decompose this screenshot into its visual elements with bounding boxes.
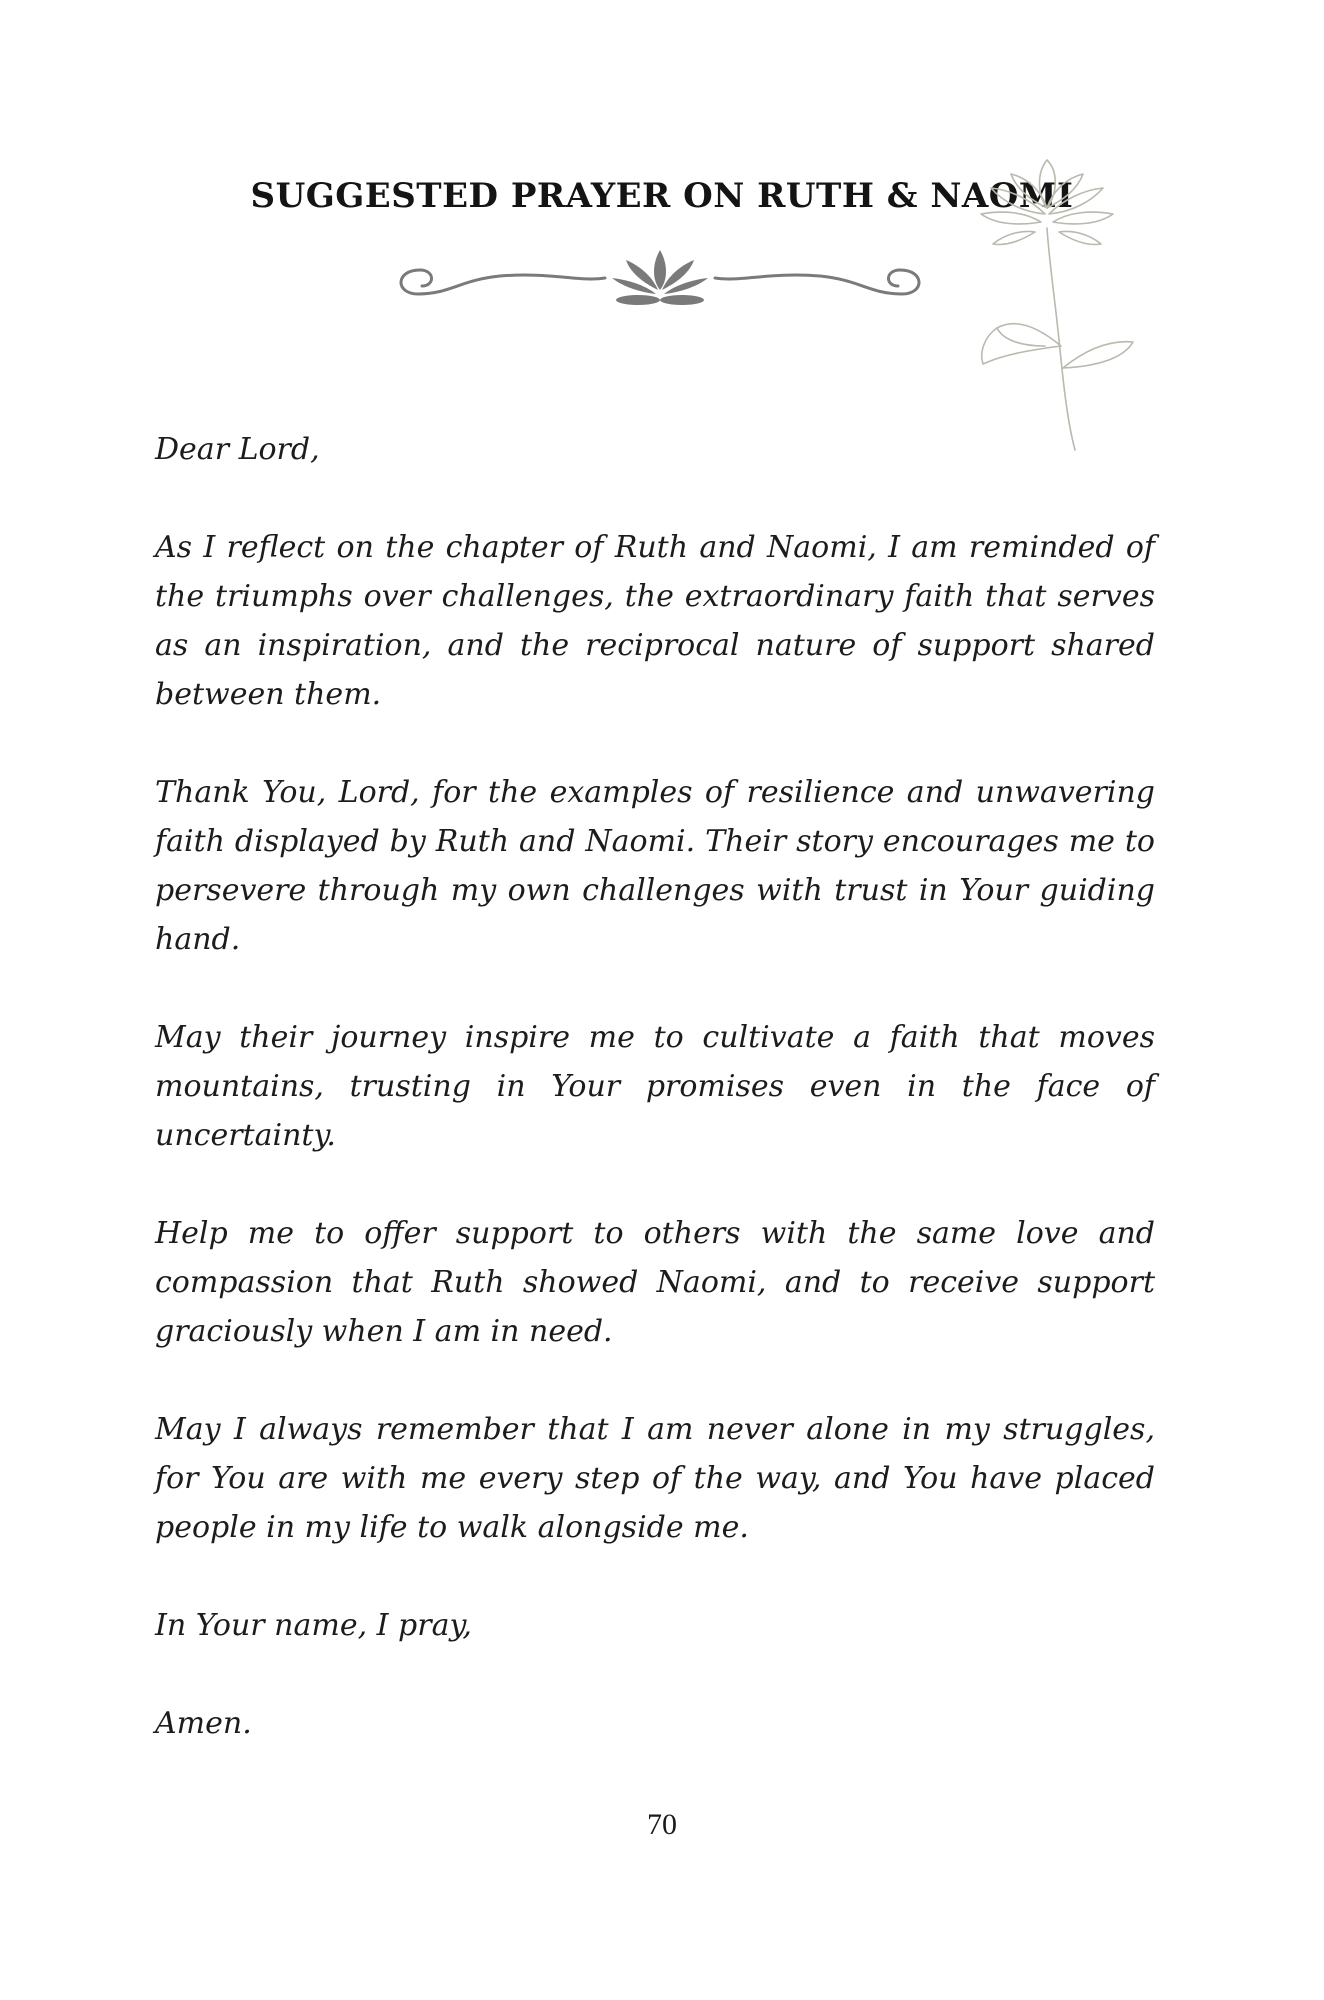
page-number: 70 [647, 1808, 677, 1841]
prayer-paragraph: Thank You, Lord, for the examples of resilience and unwavering faith displayed by Ruth and Naomi. Their story encourages me to persevere through my own challenges with trust in Your guiding hand. [155, 775, 1155, 957]
prayer-paragraph: May I always remember that I am never alone in my struggles, for You are with me every step of the way, and You have placed people in my life to walk alongside me. [155, 1412, 1155, 1545]
prayer-paragraph: May their journey inspire me to cultivate a faith that moves mountains, trusting in Your promises even in the face of uncertainty. [155, 1020, 1155, 1153]
page-title: SUGGESTED PRAYER ON RUTH & NAOMI [250, 176, 1074, 216]
prayer-paragraph: Help me to offer support to others with the same love and compassion that Ruth showed Naomi, and to receive support graciously when I am in need. [155, 1216, 1155, 1349]
prayer-paragraph: As I reflect on the chapter of Ruth and Naomi, I am reminded of the triumphs over challenges, the extraordinary faith that serves as an inspiration, and the reciprocal nature of support shared between them. [155, 530, 1155, 712]
prayer-body [155, 425, 1155, 1797]
prayer-closing: In Your name, I pray, [155, 1608, 472, 1643]
prayer-amen: Amen. [155, 1706, 252, 1741]
ornamental-flourish-icon [390, 242, 930, 312]
lotus-flower-icon [975, 150, 1175, 460]
prayer-salutation: Dear Lord, [155, 432, 320, 467]
